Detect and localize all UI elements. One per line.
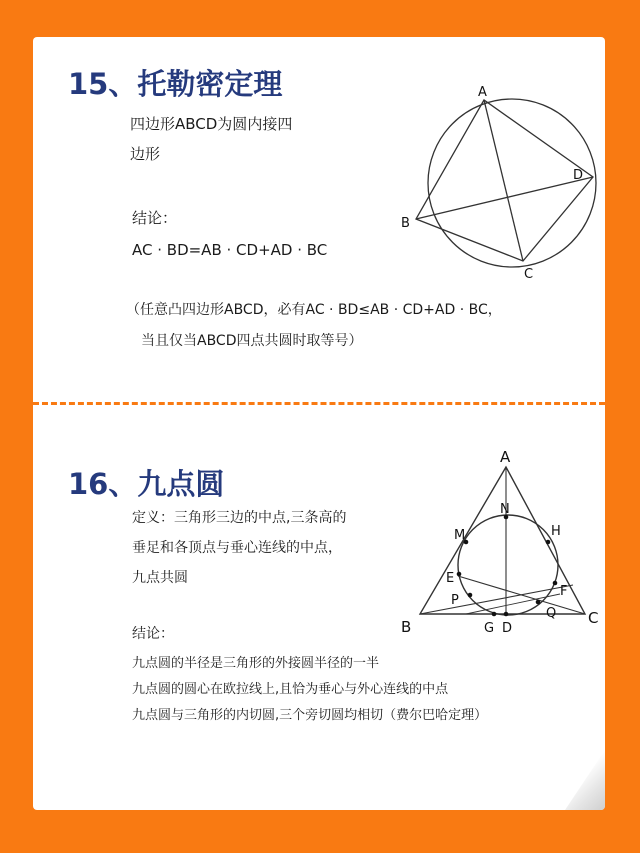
label-b: B (401, 216, 410, 231)
section15-title: 15、托勒密定理 (68, 67, 283, 101)
section15-note-line1: （任意凸四边形ABCD，必有AC · BD≤AB · CD+AD · BC， (126, 302, 502, 318)
label-a: A (478, 85, 487, 100)
label-f: F (560, 584, 568, 599)
label-c: C (588, 609, 599, 627)
circumcircle (428, 99, 596, 267)
label-a: A (500, 448, 511, 466)
label-n: N (500, 502, 510, 517)
label-d: D (502, 621, 513, 636)
ptolemy-figure (398, 82, 598, 282)
section16-conclusion-label: 结论： (132, 626, 174, 642)
section15-note-line2: 当且仅当ABCD四点共圆时取等号） (141, 333, 363, 349)
label-m: M (454, 528, 466, 543)
quadrilateral-abcd (416, 100, 593, 261)
section15-desc-line1: 四边形ABCD为圆内接四 (130, 115, 293, 133)
nine-point-circle (458, 515, 558, 615)
label-b: B (401, 618, 412, 636)
section16-conclusion-line3: 九点圆与三角形的内切圆,三个旁切圆均相切（费尔巴哈定理） (132, 708, 488, 723)
label-e: E (446, 571, 455, 586)
section16-def-line3: 九点共圆 (132, 570, 188, 586)
label-d: D (573, 168, 584, 183)
nine-point-figure (388, 442, 603, 637)
section16-conclusion-line1: 九点圆的半径是三角形的外接圆半径的一半 (132, 656, 380, 671)
section16-title: 16、九点圆 (68, 467, 225, 501)
label-p: P (451, 593, 459, 608)
label-c: C (524, 267, 534, 282)
content-card (33, 37, 605, 810)
label-q: Q (546, 606, 557, 621)
section16-def-line2: 垂足和各顶点与垂心连线的中点， (132, 540, 342, 556)
section15-desc-line2: 边形 (130, 145, 161, 163)
section-divider (33, 402, 605, 405)
label-h: H (551, 524, 561, 539)
section15-conclusion-label: 结论： (132, 209, 178, 227)
section15-formula: AC · BD=AB · CD+AD · BC (132, 241, 328, 259)
page-curl (565, 750, 605, 810)
section16-def-line1: 定义：三角形三边的中点,三条高的 (132, 510, 347, 526)
label-g: G (484, 621, 495, 636)
section16-conclusion-line2: 九点圆的圆心在欧拉线上,且恰为垂心与外心连线的中点 (132, 682, 449, 697)
